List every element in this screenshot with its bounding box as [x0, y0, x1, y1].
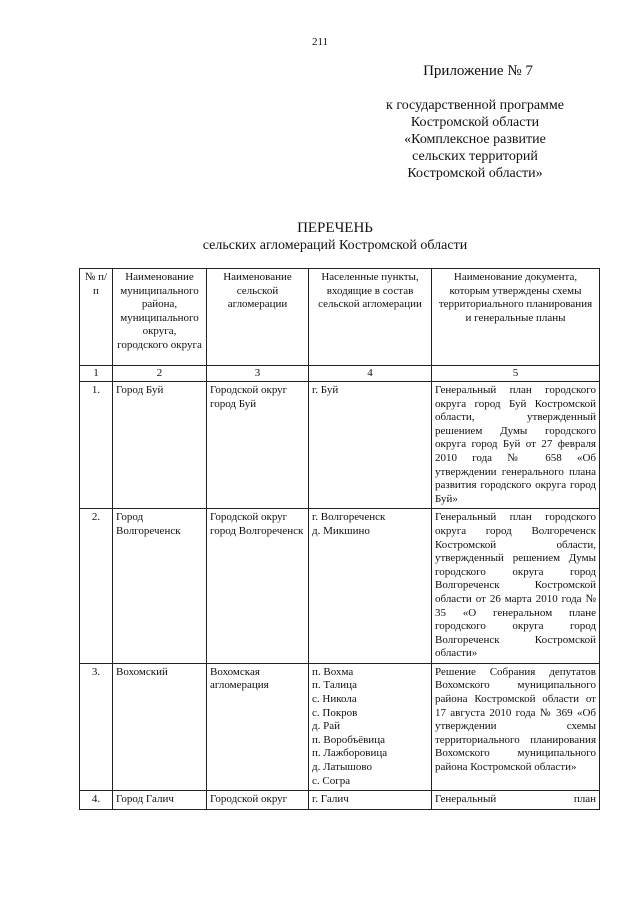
- program-reference: [340, 97, 610, 182]
- reference-line: Костромской области»: [407, 166, 543, 181]
- row-number: 2.: [80, 509, 113, 664]
- column-number: 3: [207, 366, 309, 382]
- settlements-cell: [309, 382, 432, 509]
- column-header-document: Наименование документа, которым утверждены схемы территориального планирования и генеральные планы: [432, 269, 600, 366]
- agglomeration-cell: Городской округ город Буй: [207, 382, 309, 509]
- municipality-cell: Город Галич: [113, 791, 207, 810]
- settlements-cell: [309, 509, 432, 664]
- settlement-item: д. Микшино: [312, 524, 370, 537]
- settlement-item: г. Волгореченск: [312, 511, 386, 524]
- settlement-item: г. Галич: [312, 793, 349, 806]
- reference-line: Костромской области: [410, 115, 540, 130]
- municipality-cell: Город Буй: [113, 382, 207, 509]
- reference-line: «Комплексное развитие: [404, 132, 546, 147]
- municipality-cell: Вохомский: [113, 663, 207, 790]
- agglomeration-cell: Городской округ город Волгореченск: [207, 509, 309, 664]
- row-number: 3.: [80, 663, 113, 790]
- column-number: 2: [113, 366, 207, 382]
- table-row: [80, 382, 600, 509]
- column-number: 5: [432, 366, 600, 382]
- settlement-item: п. Воробъёвица: [312, 733, 385, 746]
- page-number: 211: [311, 36, 329, 48]
- document-subtitle: сельских агломераций Костромской области: [202, 238, 468, 253]
- document-title: ПЕРЕЧЕНЬ: [297, 220, 373, 236]
- settlement-item: д. Рай: [312, 720, 340, 733]
- settlement-item: д. Латышово: [312, 761, 372, 774]
- settlements-cell: [309, 663, 432, 790]
- column-header-settlements: Населенные пункты, входящие в состав сельской агломерации: [309, 269, 432, 366]
- appendix-label: Приложение № 7: [423, 63, 533, 79]
- settlement-item: п. Лажборовица: [312, 747, 388, 760]
- settlement-item: с. Никола: [312, 693, 357, 706]
- document-cell: Генеральный план: [432, 791, 600, 810]
- table-row: [80, 663, 600, 790]
- table-header-row: [80, 269, 600, 366]
- document-cell: Генеральный план городского округа город Волгореченск Костромской области, утвержденный решением Думы городского округа город Волгореченск Костромской области от 26 марта 2010 года № 35 «О генеральном плане городского округа город Волгореченск Костромской области»: [432, 509, 600, 664]
- settlement-item: п. Вохма: [312, 665, 354, 678]
- agglomeration-cell: Городской округ: [207, 791, 309, 810]
- column-number: 4: [309, 366, 432, 382]
- reference-line: к государственной программе: [386, 98, 564, 113]
- settlement-item: с. Согра: [312, 774, 351, 787]
- document-cell: Решение Собрания депутатов Вохомского муниципального района Костромской области от 17 августа 2010 года № 369 «Об утверждении схемы территориального планирования Вохомского муниципального района Костромской области»: [432, 663, 600, 790]
- municipality-cell: Город Волгореченск: [113, 509, 207, 664]
- settlements-cell: [309, 791, 432, 810]
- column-header-number: № п/п: [80, 269, 113, 366]
- settlement-item: п. Талица: [312, 679, 357, 692]
- column-header-agglomeration: Наименование сельской агломерации: [207, 269, 309, 366]
- settlement-item: с. Покров: [312, 706, 358, 719]
- table-row: [80, 509, 600, 664]
- row-number: 4.: [80, 791, 113, 810]
- agglomeration-cell: Вохомская агломерация: [207, 663, 309, 790]
- table-row: [80, 791, 600, 810]
- column-number: 1: [80, 366, 113, 382]
- document-cell: Генеральный план городского округа город Буй Костромской области, утвержденный решением Думы городского округа город Буй от 27 февраля 2010 года № 658 «Об утверждении генерального плана развития городского округа город Буй»: [432, 382, 600, 509]
- settlement-item: г. Буй: [312, 384, 339, 396]
- reference-line: сельских территорий: [412, 149, 538, 164]
- row-number: 1.: [80, 382, 113, 509]
- column-header-municipality: Наименование муниципального района, муниципального округа, городского округа: [113, 269, 207, 366]
- agglomeration-table: [79, 268, 600, 810]
- column-number-row: [80, 366, 600, 382]
